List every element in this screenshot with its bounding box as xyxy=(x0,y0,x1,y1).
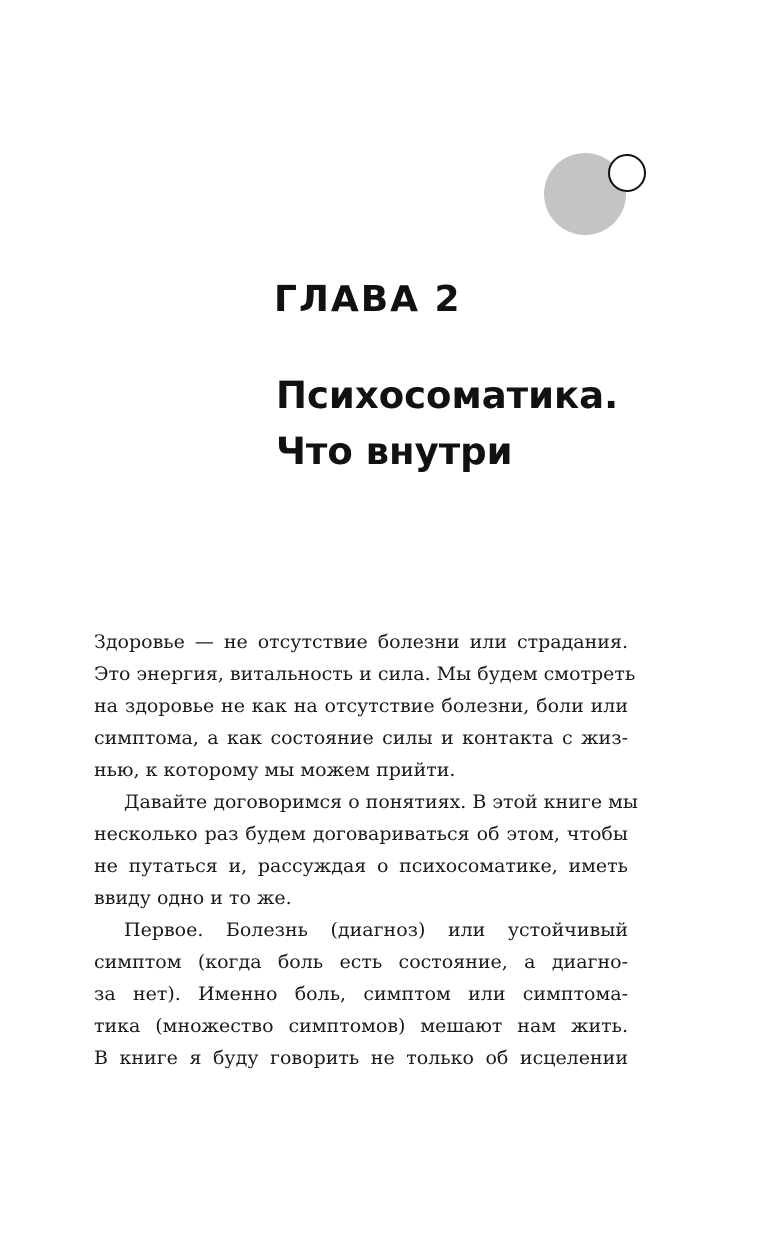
body-line-2: Это энергия, витальность и сила. Мы будем смотреть xyxy=(94,663,636,685)
body-line-3: на здоровье не как на отсутствие болезни, боли или xyxy=(94,695,628,717)
body-line-11: симптом (когда боль есть состояние, а диагно- xyxy=(94,951,628,973)
body-line-13: тика (множество симптомов) мешают нам жить. xyxy=(94,1015,628,1037)
body-line-7: несколько раз будем договариваться об этом, чтобы xyxy=(94,823,628,845)
decorative-circles-icon xyxy=(540,150,650,240)
body-line-9: ввиду одно и то же. xyxy=(94,887,292,909)
body-line-10: Первое. Болезнь (диагноз) или устойчивый xyxy=(124,919,628,941)
body-line-6: Давайте договоримся о понятиях. В этой книге мы xyxy=(124,791,639,813)
chapter-title-line-1: Психосоматика. xyxy=(276,374,619,417)
chapter-title-line-2: Что внутри xyxy=(276,430,513,473)
body-line-14: В книге я буду говорить не только об исцелении xyxy=(94,1047,628,1069)
chapter-title xyxy=(276,368,618,480)
chapter-label: ГЛАВА 2 xyxy=(274,279,462,320)
body-text xyxy=(94,626,639,1074)
body-line-5: нью, к которому мы можем прийти. xyxy=(94,759,456,781)
body-line-4: симптома, а как состояние силы и контакта с жиз- xyxy=(94,727,628,749)
body-line-12: за нет). Именно боль, симптом или симптома- xyxy=(94,983,628,1005)
body-line-1: Здоровье — не отсутствие болезни или страдания. xyxy=(94,631,628,653)
outlined-circle xyxy=(609,155,645,191)
body-line-8: не путаться и, рассуждая о психосоматике, иметь xyxy=(94,855,628,877)
